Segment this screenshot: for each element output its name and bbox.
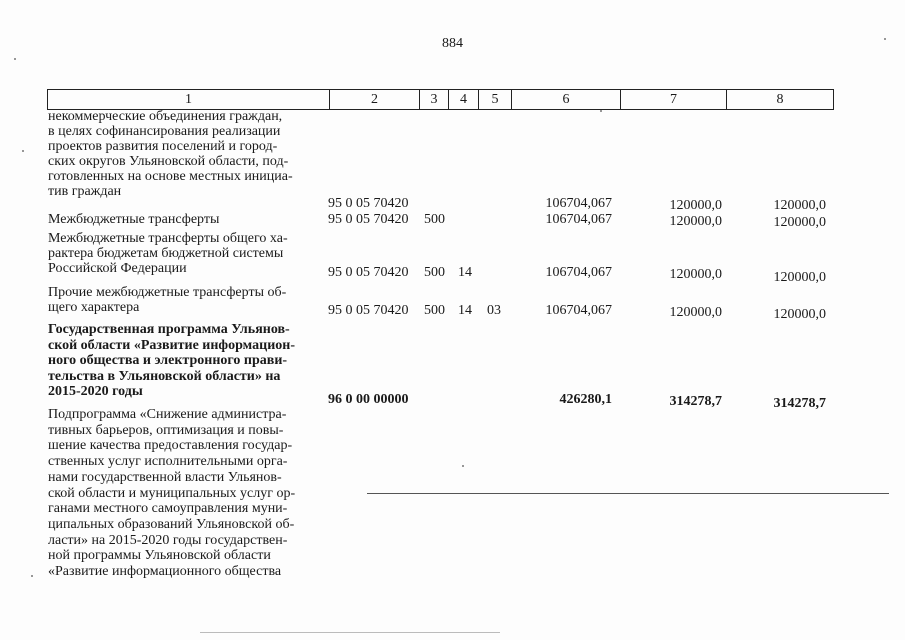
row-value-col8: 120000,0 xyxy=(773,215,826,230)
row-code: 96 0 00 00000 xyxy=(328,392,409,407)
table-header xyxy=(47,89,834,110)
header-col-7: 7 xyxy=(621,90,727,109)
header-col-1: 1 xyxy=(48,90,330,109)
row-description-subprogram: Подпрограмма «Снижение администра- тивных барьеров, оптимизация и повы- шение качества предоставления государ- ственных услуг исполнительными орга- нами государственной власти Ульянов- ской области и муниципальных услуг ор- ганами местного самоуправления муни- ципальных образований Ульяновской об- ласти» на 2015-2020 годы государствен- ной программы Ульяновской области «Развитие информационного общества xyxy=(48,407,296,580)
row-value-col7: 120000,0 xyxy=(669,305,722,320)
row-description: Прочие межбюджетные трансферты об- щего характера xyxy=(48,285,287,315)
row-code: 95 0 05 70420 xyxy=(328,303,409,318)
row-col4: 14 xyxy=(458,265,472,280)
row-col3: 500 xyxy=(424,303,445,318)
row-value-col7: 120000,0 xyxy=(669,214,722,229)
row-value-col7: 314278,7 xyxy=(669,394,722,409)
row-value-col8: 120000,0 xyxy=(773,270,826,285)
scan-speck xyxy=(22,150,24,152)
scan-speck xyxy=(14,58,16,60)
row-code: 95 0 05 70420 xyxy=(328,265,409,280)
row-value-col8: 120000,0 xyxy=(773,307,826,322)
page-number: 884 xyxy=(442,36,463,51)
row-value-col6: 106704,067 xyxy=(545,212,612,227)
header-col-2: 2 xyxy=(330,90,420,109)
row-value-col7: 120000,0 xyxy=(669,198,722,213)
row-code: 95 0 05 70420 xyxy=(328,212,409,227)
header-col-3: 3 xyxy=(420,90,449,109)
row-col4: 14 xyxy=(458,303,472,318)
header-col-4: 4 xyxy=(449,90,479,109)
row-description-program: Государственная программа Ульянов- ской области «Развитие информацион- ного общества и электронного прави- тельства в Ульяновской области» на 2015-2020 годы xyxy=(48,322,295,400)
header-col-5: 5 xyxy=(479,90,512,109)
scan-artifact-line xyxy=(367,493,889,494)
scan-speck xyxy=(462,465,464,467)
row-value-col6: 106704,067 xyxy=(545,303,612,318)
row-value-col6: 426280,1 xyxy=(559,392,612,407)
row-col5: 03 xyxy=(487,303,501,318)
row-value-col6: 106704,067 xyxy=(545,265,612,280)
row-description: Межбюджетные трансферты общего ха- рактера бюджетам бюджетной системы Российской Федерации xyxy=(48,231,288,276)
row-value-col8: 120000,0 xyxy=(773,198,826,213)
row-col3: 500 xyxy=(424,265,445,280)
row-value-col7: 120000,0 xyxy=(669,267,722,282)
row-col3: 500 xyxy=(424,212,445,227)
scan-speck xyxy=(31,575,33,577)
row-description: некоммерческие объединения граждан, в целях софинансирования реализации проектов развития поселений и город- ских округов Ульяновской области, под- готовленных на основе местных инициа- тив граждан xyxy=(48,109,293,199)
scan-speck xyxy=(884,38,886,40)
scan-artifact-line xyxy=(200,632,500,633)
row-value-col8: 314278,7 xyxy=(773,396,826,411)
header-col-6: 6 xyxy=(512,90,621,109)
scan-speck xyxy=(600,110,602,112)
row-value-col6: 106704,067 xyxy=(545,196,612,211)
row-code: 95 0 05 70420 xyxy=(328,196,409,211)
header-col-8: 8 xyxy=(776,92,784,107)
row-description: Межбюджетные трансферты xyxy=(48,212,220,227)
